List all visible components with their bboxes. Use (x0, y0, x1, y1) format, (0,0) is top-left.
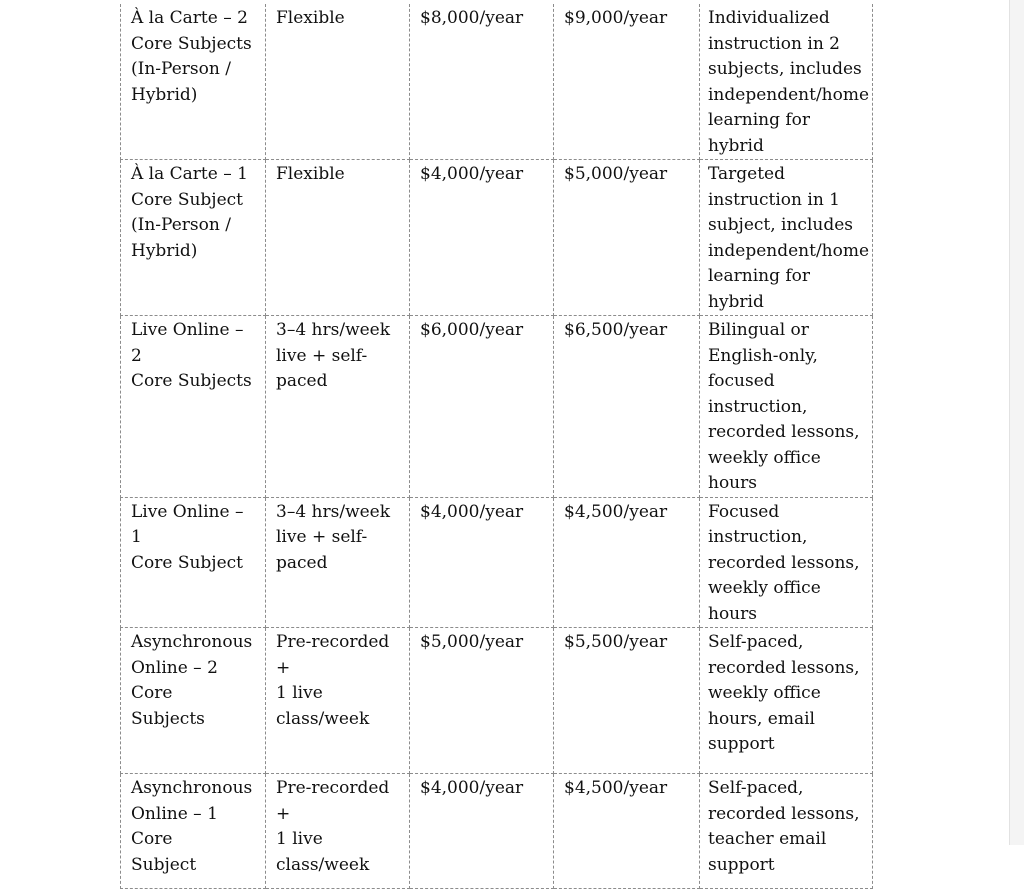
table-row (121, 160, 873, 316)
price-cell: $4,000/year (410, 497, 554, 628)
table-row (121, 774, 873, 889)
price-cell: $5,000/year (410, 628, 554, 774)
details-cell: Self-paced, recorded lessons, teacher email support (700, 774, 873, 889)
table-row (121, 628, 873, 774)
details-cell: Bilingual or English-only, focused instruction, recorded lessons, weekly office hours (700, 316, 873, 498)
program-cell: À la Carte – 1 Core Subject (In-Person / Hybrid) (121, 160, 266, 316)
details-cell: Individualized instruction in 2 subjects, includes independent/home learning for hybrid (700, 4, 873, 160)
price-cell: $6,500/year (554, 316, 700, 498)
price-cell: $4,000/year (410, 774, 554, 889)
details-cell: Self-paced, recorded lessons, weekly office hours, email support (700, 628, 873, 774)
details-cell: Targeted instruction in 1 subject, includes independent/home learning for hybrid (700, 160, 873, 316)
program-cell: Asynchronous Online – 2 Core Subjects (121, 628, 266, 774)
details-cell: Focused instruction, recorded lessons, weekly office hours (700, 497, 873, 628)
program-cell: Live Online – 2 Core Subjects (121, 316, 266, 498)
table-row (121, 497, 873, 628)
schedule-cell: Flexible (266, 4, 410, 160)
price-cell: $5,000/year (554, 160, 700, 316)
price-cell: $8,000/year (410, 4, 554, 160)
price-cell: $4,500/year (554, 497, 700, 628)
pricing-table (120, 4, 873, 889)
price-cell: $5,500/year (554, 628, 700, 774)
table-row (121, 316, 873, 498)
schedule-cell: 3–4 hrs/week live + self- paced (266, 316, 410, 498)
price-cell: $4,500/year (554, 774, 700, 889)
price-cell: $6,000/year (410, 316, 554, 498)
table-row (121, 4, 873, 160)
schedule-cell: 3–4 hrs/week live + self- paced (266, 497, 410, 628)
program-cell: À la Carte – 2 Core Subjects (In-Person / Hybrid) (121, 4, 266, 160)
program-cell: Live Online – 1 Core Subject (121, 497, 266, 628)
schedule-cell: Pre-recorded + 1 live class/week (266, 628, 410, 774)
price-cell: $9,000/year (554, 4, 700, 160)
vertical-scrollbar[interactable] (1009, 0, 1024, 845)
program-cell: Asynchronous Online – 1 Core Subject (121, 774, 266, 889)
price-cell: $4,000/year (410, 160, 554, 316)
schedule-cell: Pre-recorded + 1 live class/week (266, 774, 410, 889)
schedule-cell: Flexible (266, 160, 410, 316)
